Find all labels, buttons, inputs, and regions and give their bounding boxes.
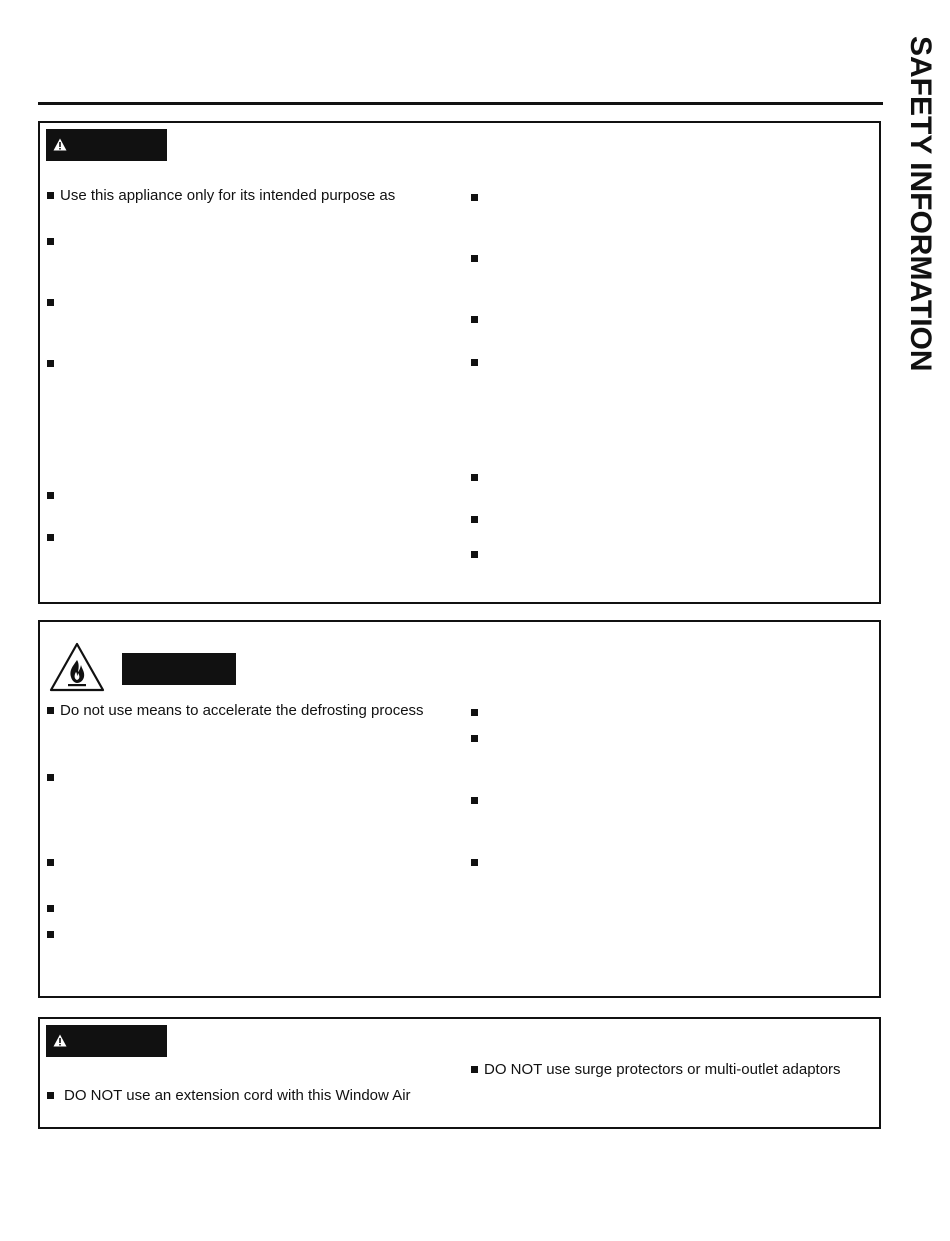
square-bullet-icon — [47, 859, 54, 866]
list-item — [471, 469, 484, 487]
list-item: Do not use means to accelerate the defrosting process — [47, 702, 424, 720]
square-bullet-icon — [47, 299, 54, 306]
list-item — [471, 792, 484, 810]
square-bullet-icon — [471, 551, 478, 558]
square-bullet-icon — [471, 797, 478, 804]
list-item: Use this appliance only for its intended purpose as — [47, 187, 395, 205]
warning-label — [46, 129, 167, 161]
square-bullet-icon — [47, 1092, 54, 1099]
list-item — [47, 926, 60, 944]
square-bullet-icon — [47, 360, 54, 367]
list-item — [471, 311, 484, 329]
square-bullet-icon — [471, 859, 478, 866]
list-item — [47, 355, 60, 373]
square-bullet-icon — [47, 774, 54, 781]
square-bullet-icon — [47, 492, 54, 499]
warning-triangle-icon — [53, 1034, 67, 1047]
square-bullet-icon — [47, 931, 54, 938]
square-bullet-icon — [471, 516, 478, 523]
square-bullet-icon — [471, 1066, 478, 1073]
list-item — [471, 189, 484, 207]
list-item — [47, 769, 60, 787]
list-item — [47, 854, 60, 872]
square-bullet-icon — [471, 194, 478, 201]
list-item: DO NOT use an extension cord with this Window Air — [47, 1087, 411, 1105]
top-rule — [38, 102, 883, 105]
list-item — [47, 529, 60, 547]
square-bullet-icon — [471, 474, 478, 481]
square-bullet-icon — [471, 735, 478, 742]
square-bullet-icon — [47, 534, 54, 541]
list-item — [471, 854, 484, 872]
warning-triangle-icon — [53, 138, 67, 151]
warning-label — [122, 653, 236, 685]
list-item — [471, 730, 484, 748]
square-bullet-icon — [471, 359, 478, 366]
list-item — [471, 354, 484, 372]
list-item — [471, 704, 484, 722]
side-section-title: SAFETY INFORMATION — [904, 36, 937, 372]
warning-label — [46, 1025, 167, 1057]
flammable-warning-box — [38, 620, 881, 998]
square-bullet-icon — [471, 316, 478, 323]
warning-box-general — [38, 121, 881, 604]
list-item — [47, 900, 60, 918]
list-item — [47, 294, 60, 312]
square-bullet-icon — [47, 707, 54, 714]
list-item: DO NOT use surge protectors or multi-outlet adaptors — [471, 1061, 841, 1079]
list-item — [471, 546, 484, 564]
warning-box-electrical — [38, 1017, 881, 1129]
list-item — [47, 487, 60, 505]
list-item — [47, 233, 60, 251]
list-item — [471, 250, 484, 268]
square-bullet-icon — [47, 905, 54, 912]
square-bullet-icon — [471, 255, 478, 262]
square-bullet-icon — [471, 709, 478, 716]
list-item — [471, 511, 484, 529]
square-bullet-icon — [47, 192, 54, 199]
square-bullet-icon — [47, 238, 54, 245]
flammable-warning-icon — [49, 642, 105, 692]
